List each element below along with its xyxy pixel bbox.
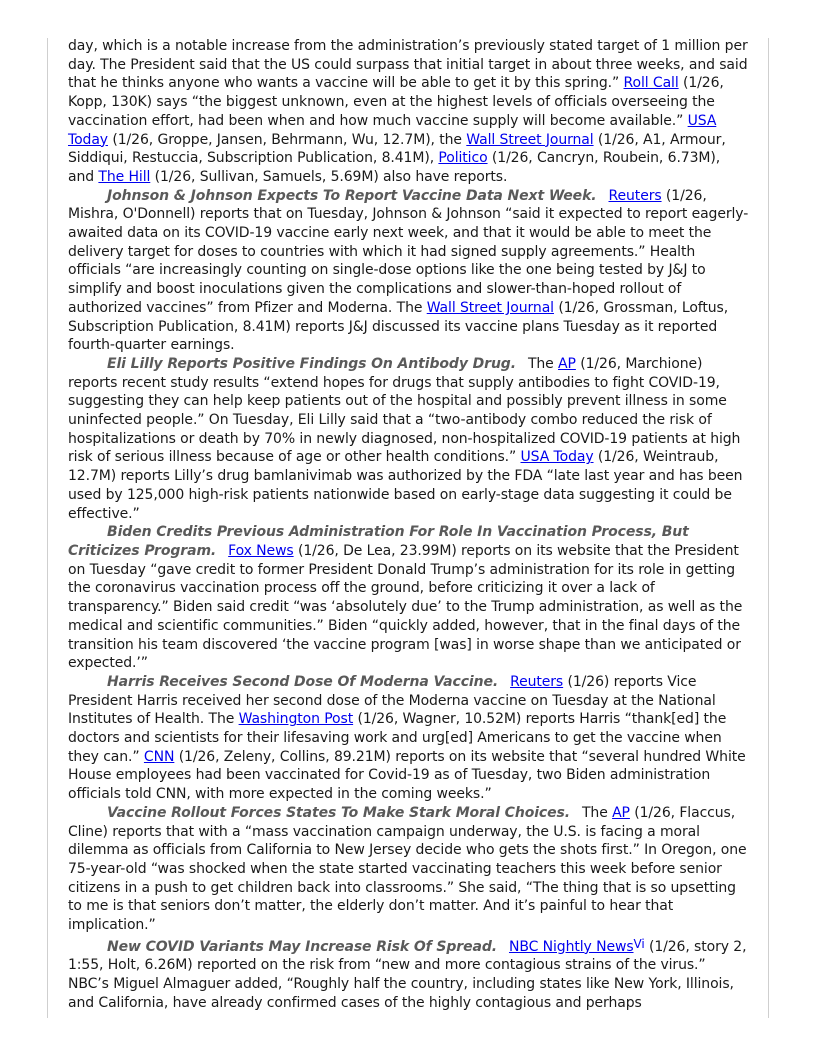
- body-text: (1/26, Mishra, O'Donnell) reports that on Tuesday, Johnson & Johnson “said it expected to report eagerly-awaited data on its COVID-19 vaccine early next week, and that it would be able to meet the delivery target for doses to countries with which it had signed supply agreements.” Health officials “are increasingly counting on single-dose options like the one being tested by J&J to simplify and boost inoculations given the complications and slower-than-hoped rollout of authorized vaccines” from Pfizer and Moderna. The: [68, 187, 749, 316]
- source-link[interactable]: USA Today: [520, 449, 594, 466]
- article-headline: Eli Lilly Reports Positive Findings On Antibody Drug.: [107, 355, 516, 372]
- body-text: (1/26, Grossman, Loftus, Subscription Publication, 8.41M) reports J&J discussed its vaccine plans Tuesday as it reported fourth-quarter earnings.: [68, 299, 729, 354]
- source-link[interactable]: USA Today: [68, 112, 717, 148]
- source-link[interactable]: Wall Street Journal: [466, 131, 594, 148]
- article-paragraph: [68, 187, 750, 355]
- body-text: (1/26, Sullivan, Samuels, 5.69M) also have reports.: [150, 168, 508, 185]
- source-link[interactable]: CNN: [143, 748, 175, 765]
- source-link[interactable]: NBC Nightly News: [508, 938, 634, 955]
- body-text: The: [527, 355, 559, 372]
- left-margin-rule: [47, 38, 48, 1018]
- source-link[interactable]: Washington Post: [238, 711, 354, 728]
- article-continuation: [68, 37, 750, 187]
- body-text: (1/26, Wagner, 10.52M) reports Harris “thank[ed] the doctors and scientists for their lifesaving work and urg[ed] Americans to get the vaccine when they can.”: [68, 711, 727, 765]
- article-paragraph: [68, 523, 750, 673]
- body-text: (1/26, Zeleny, Collins, 89.21M) reports on its website that “several hundred White House employees had been vaccinated for Covid-19 as of Tuesday, two Biden administration officials told CNN, with more expected in the coming weeks.”: [68, 748, 746, 803]
- article-paragraph: [68, 673, 750, 804]
- article-headline: Johnson & Johnson Expects To Report Vaccine Data Next Week.: [107, 187, 597, 204]
- source-link[interactable]: AP: [558, 355, 576, 372]
- source-link[interactable]: AP: [612, 804, 630, 821]
- news-briefing-body: [68, 37, 750, 1013]
- source-link[interactable]: Politico: [438, 150, 488, 167]
- article-headline: New COVID Variants May Increase Risk Of Spread.: [107, 938, 497, 955]
- source-link[interactable]: Reuters: [608, 187, 662, 204]
- body-text: (1/26, Cancryn, Roubein, 6.73M), and: [68, 150, 721, 185]
- body-text: (1/26, Flaccus, Cline) reports that with a “mass vaccination campaign underway, the U.S. is facing a moral dilemma as officials from California to New Jersey decide who gets the shots first.” In Oregon, one 75-year-old “was shocked when the state started vaccinating teachers this week before senior citizens in a push to get children back into classrooms.” She said, “The thing that is so upsetting to me is that seniors don’t matter, the elderly don’t matter. And it’s painful to hear that implication.”: [68, 804, 747, 934]
- article-paragraph: [68, 935, 750, 1013]
- source-link[interactable]: Wall Street Journal: [426, 299, 554, 316]
- right-margin-rule: [768, 38, 769, 1018]
- article-paragraph: [68, 804, 750, 935]
- body-text: day, which is a notable increase from the administration’s previously stated target of 1 million per day. The President said that the US could surpass that initial target in about three weeks, and said that he thinks anyone who wants a vaccine will be able to get it by this spring.”: [68, 38, 748, 92]
- article-headline: Vaccine Rollout Forces States To Make Stark Moral Choices.: [107, 804, 570, 821]
- body-text: (1/26) reports Vice President Harris received her second dose of the Moderna vaccine on Tuesday at the National Institutes of Health. The: [68, 673, 716, 728]
- article-headline: Biden Credits Previous Administration For Role In Vaccination Process, But Criticizes Program.: [68, 524, 689, 559]
- body-text: (1/26, Marchione) reports recent study results “extend hopes for drugs that supply antibodies to fight COVID-19, suggesting they can help keep patients out of the hospital and possibly prevent illness in some uninfected people.” On Tuesday, Eli Lilly said that a “two-antibody combo reduced the risk of hospitalizations or death by 70% in newly diagnosed, non-hospitalized COVID-19 patients at high risk of serious illness because of age or other health conditions.”: [68, 355, 741, 466]
- body-text: (1/26, De Lea, 23.99M) reports on its website that the President on Tuesday “gave credit to former President Donald Trump’s administration for its role in getting the coronavirus vaccination process off the ground, before criticizing it over a lack of transparency.” Biden said credit “was ‘absolutely due’ to the Trump administration, as well as the medical and scientific communities.” Biden “quickly added, however, that in the final days of the transition his team discovered ‘the vaccine program [was] in worse shape than we anticipated or expected.’”: [68, 542, 743, 672]
- article-paragraph: [68, 355, 750, 523]
- source-link[interactable]: The Hill: [98, 168, 151, 185]
- body-text: (1/26, story 2, 1:55, Holt, 6.26M) reported on the risk from “new and more contagious strains of the virus.” NBC’s Miguel Almaguer added, “Roughly half the country, including states like New York, Illinois, and California, have already confirmed cases of the highly contagious and perhaps: [68, 938, 747, 1011]
- body-text: (1/26, Groppe, Jansen, Behrmann, Wu, 12.7M), the: [108, 131, 467, 148]
- source-link[interactable]: Roll Call: [623, 75, 679, 92]
- source-link[interactable]: Fox News: [228, 542, 294, 559]
- source-link[interactable]: Reuters: [510, 673, 564, 690]
- body-text: (1/26, A1, Armour, Siddiqui, Restuccia, Subscription Publication, 8.41M),: [68, 131, 726, 167]
- video-indicator[interactable]: Vi: [633, 936, 645, 951]
- body-text: (1/26, Weintraub, 12.7M) reports Lilly’s drug bamlanivimab was authorized by the FDA “late last year and has been used by 125,000 high-risk patients nationwide based on early-stage data suggesting it could be effective.”: [68, 449, 743, 522]
- body-text: (1/26, Kopp, 130K) says “the biggest unknown, even at the highest levels of officials overseeing the vaccination effort, had been when and how much vaccine supply will become available.”: [68, 75, 724, 129]
- body-text: The: [581, 804, 613, 821]
- article-headline: Harris Receives Second Dose Of Moderna Vaccine.: [107, 673, 499, 690]
